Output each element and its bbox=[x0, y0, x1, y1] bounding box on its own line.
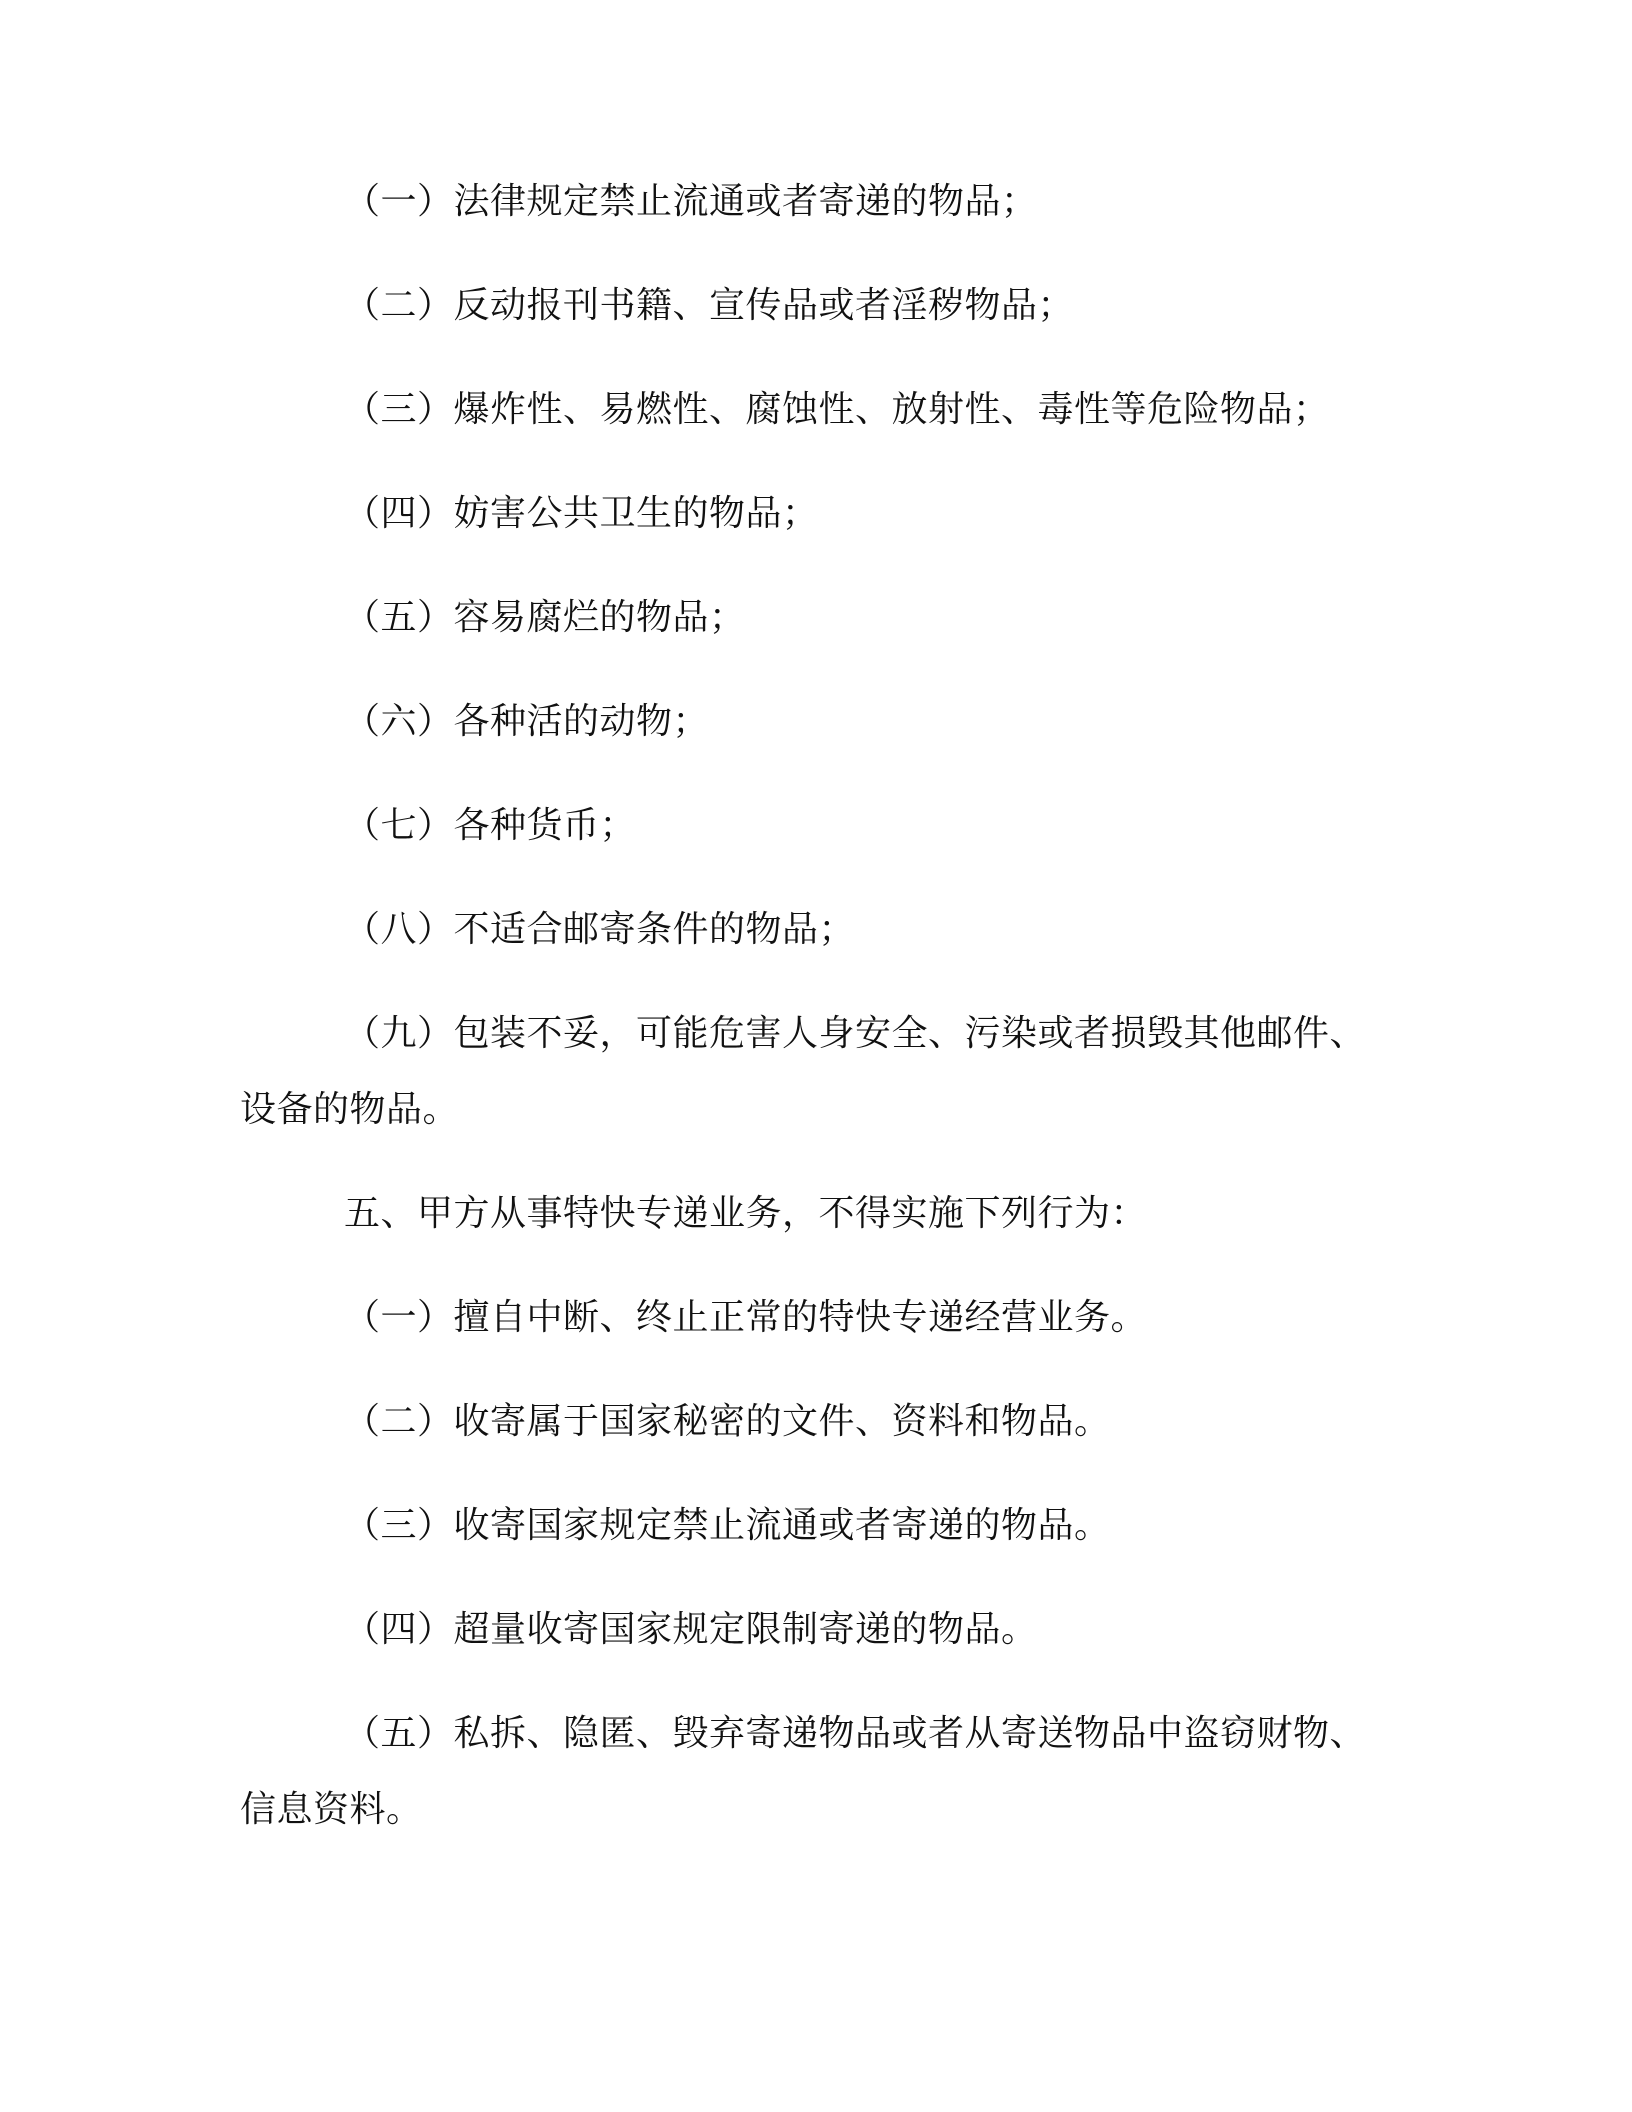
list-item: （八）不适合邮寄条件的物品； bbox=[344, 909, 856, 950]
list-item: （三）收寄国家规定禁止流通或者寄递的物品。 bbox=[344, 1505, 1111, 1546]
list-item: （五）容易腐烂的物品； bbox=[344, 597, 746, 638]
list-item: （六）各种活的动物； bbox=[344, 701, 710, 742]
list-item: （一）法律规定禁止流通或者寄递的物品； bbox=[344, 181, 1038, 222]
document-body bbox=[240, 182, 1380, 1894]
list-item: （一）擅自中断、终止正常的特快专递经营业务。 bbox=[344, 1297, 1148, 1338]
list-item: （七）各种货币； bbox=[344, 805, 637, 846]
list-item: （五）私拆、隐匿、毁弃寄递物品或者从寄送物品中盗窃财物、信息资料。 bbox=[240, 1713, 1367, 1830]
list-item: （二）收寄属于国家秘密的文件、资料和物品。 bbox=[344, 1401, 1111, 1442]
section-heading: 五、甲方从事特快专递业务，不得实施下列行为： bbox=[344, 1193, 1148, 1234]
list-item: （二）反动报刊书籍、宣传品或者淫秽物品； bbox=[344, 285, 1075, 326]
list-item: （九）包装不妥，可能危害人身安全、污染或者损毁其他邮件、设备的物品。 bbox=[240, 1013, 1367, 1130]
list-item: （四）妨害公共卫生的物品； bbox=[344, 493, 819, 534]
list-item: （四）超量收寄国家规定限制寄递的物品。 bbox=[344, 1609, 1038, 1650]
list-item: （三）爆炸性、易燃性、腐蚀性、放射性、毒性等危险物品； bbox=[344, 389, 1330, 430]
